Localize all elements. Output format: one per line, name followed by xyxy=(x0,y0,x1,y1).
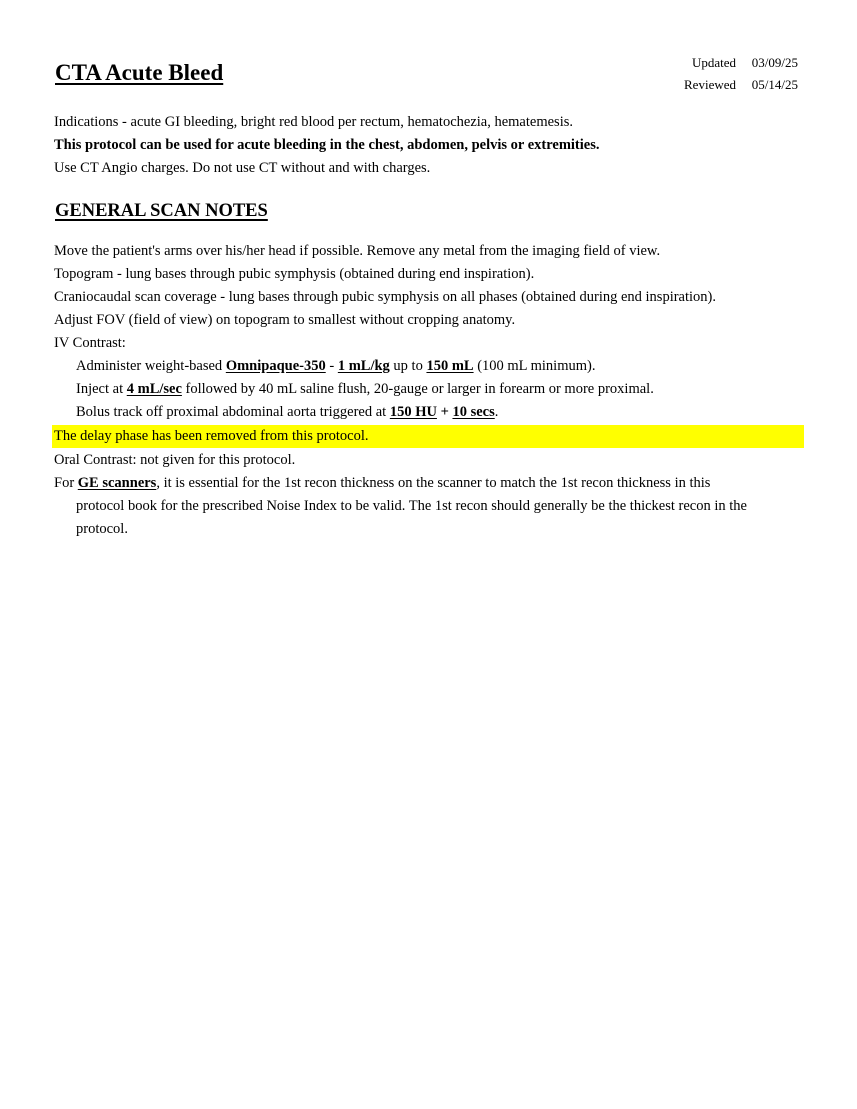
administer-line xyxy=(76,355,595,378)
ge-note-rest: protocol book for the prescribed Noise Index to be valid. The 1st recon should generally be the thickest recon in the protocol. xyxy=(76,498,747,537)
charges-line: Use CT Angio charges. Do not use CT without and with charges. xyxy=(54,160,431,176)
ge-note-first-line xyxy=(54,472,784,495)
iv-contrast-line: IV Contrast: xyxy=(54,335,126,351)
general-scan-notes-heading: GENERAL SCAN NOTES xyxy=(55,201,268,221)
updated-row xyxy=(640,52,798,74)
coverage-line: Craniocaudal scan coverage - lung bases through pubic symphysis on all phases (obtained during end inspiration). xyxy=(54,289,717,305)
administer-suffix: (100 mL minimum). xyxy=(473,358,596,374)
topogram-line: Topogram - lung bases through pubic symphysis (obtained during end inspiration). xyxy=(54,266,535,282)
ge-scanner-note xyxy=(54,472,784,541)
reviewed-row xyxy=(640,74,798,96)
contrast-agent: Omnipaque-350 xyxy=(225,358,326,374)
indications-line: Indications - acute GI bleeding, bright red blood per rectum, hematochezia, hematemesis. xyxy=(54,114,573,130)
bolus-suffix: . xyxy=(494,404,499,420)
reviewed-label: Reviewed xyxy=(684,77,736,92)
inject-line xyxy=(76,378,654,401)
bolus-plus: + xyxy=(436,404,453,420)
bolus-secs: 10 secs xyxy=(452,404,495,420)
bolus-line xyxy=(76,401,498,424)
delay-note: The delay phase has been removed from this protocol. xyxy=(54,428,369,444)
updated-date: 03/09/25 xyxy=(751,55,798,70)
bolus-prefix: Bolus track off proximal abdominal aorta triggered at xyxy=(76,404,390,420)
arms-line: Move the patient's arms over his/her head if possible. Remove any metal from the imaging field of view. xyxy=(54,243,661,259)
ge-line1: , it is essential for the 1st recon thickness on the scanner to match the 1st recon thickness in this xyxy=(156,475,711,491)
inject-prefix: Inject at xyxy=(76,381,127,397)
inject-rate: 4 mL/sec xyxy=(126,381,182,397)
inject-suffix: followed by 40 mL saline flush, 20-gauge or larger in forearm or more proximal. xyxy=(181,381,654,397)
reviewed-date: 05/14/25 xyxy=(751,77,798,92)
fov-line: Adjust FOV (field of view) on topogram to smallest without cropping anatomy. xyxy=(54,312,516,328)
bolus-hu: 150 HU xyxy=(389,404,437,420)
administer-upto: up to xyxy=(389,358,427,374)
administer-sep: - xyxy=(325,358,338,374)
usage-line: This protocol can be used for acute bleeding in the chest, abdomen, pelvis or extremities. xyxy=(54,137,600,153)
ge-scanners: GE scanners xyxy=(77,475,157,491)
contrast-max: 150 mL xyxy=(426,358,474,374)
ge-prefix: For xyxy=(54,475,78,491)
updated-label: Updated xyxy=(691,55,736,70)
date-block xyxy=(640,52,798,96)
oral-contrast-line: Oral Contrast: not given for this protocol. xyxy=(54,452,296,468)
document-title: CTA Acute Bleed xyxy=(55,60,224,85)
administer-prefix: Administer weight-based xyxy=(76,358,226,374)
contrast-dose: 1 mL/kg xyxy=(337,358,390,374)
